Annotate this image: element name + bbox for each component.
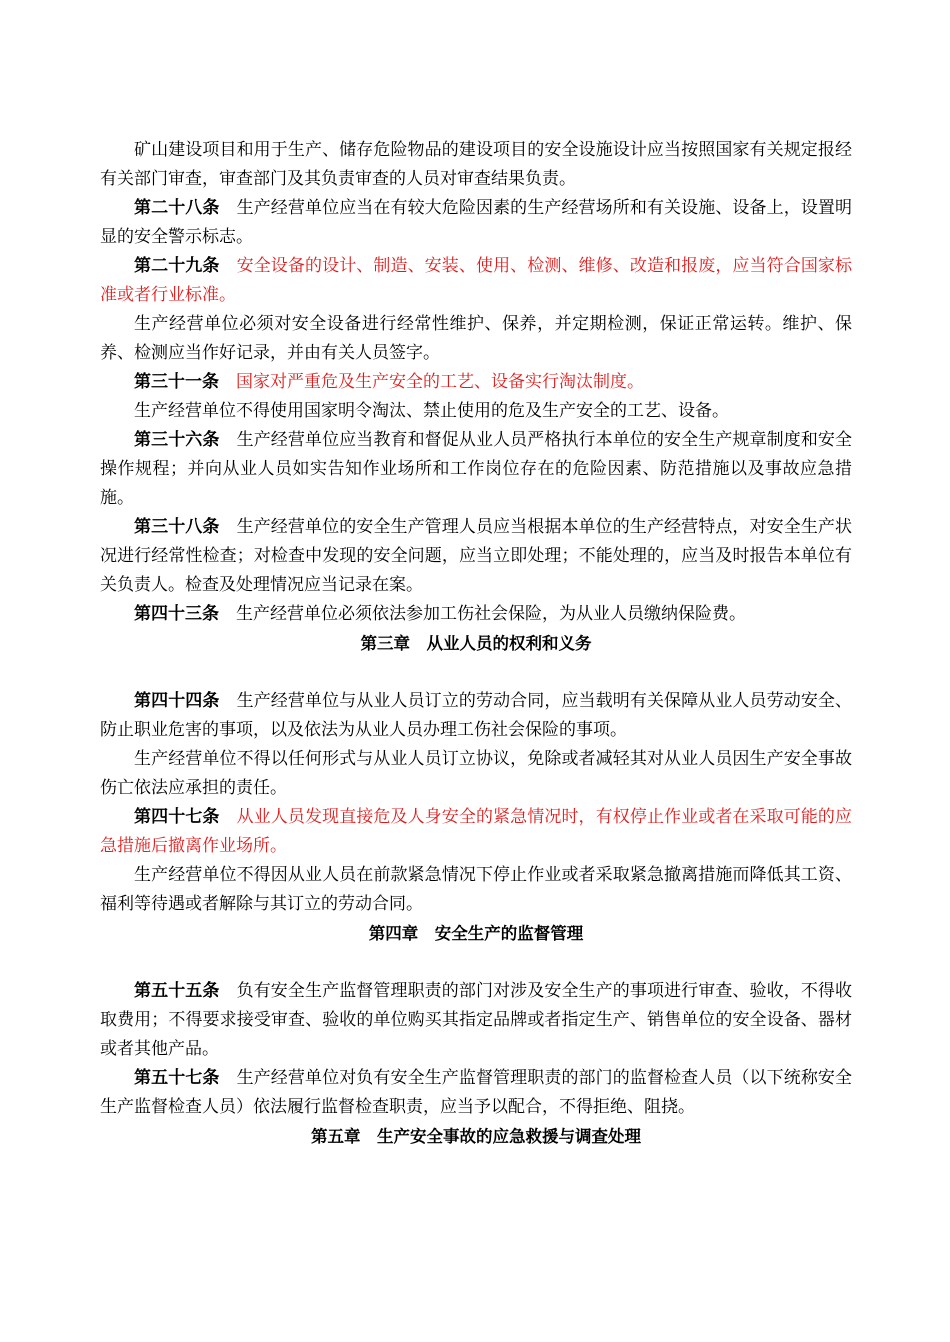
article-text: 生产经营单位应当在有较大危险因素的生产经营场所和有关设施、设备上，设置明显的安全警示标志。 [100, 198, 853, 247]
article-text: 矿山建设项目和用于生产、储存危险物品的建设项目的安全设施设计应当按照国家有关规定报经有关部门审查，审查部门及其负责审查的人员对审查结果负责。 [100, 140, 852, 189]
article-number: 第二十八条 [134, 198, 220, 218]
chapter-heading-3: 第三章 从业人员的权利和义务 [360, 634, 592, 653]
article-43 [100, 600, 852, 629]
article-number: 第三十一条 [134, 372, 219, 392]
chapter-heading-4: 第四章 安全生产的监督管理 [368, 924, 584, 943]
article-47 [100, 803, 852, 861]
article-number: 第三十八条 [134, 517, 220, 537]
article-number: 第五十五条 [134, 981, 220, 1001]
article-number: 第四十七条 [134, 807, 220, 827]
article-31 [100, 368, 852, 397]
article-text: 生产经营单位必须依法参加工伤社会保险，为从业人员缴纳保险费。 [236, 604, 746, 624]
article-text-highlighted: 国家对严重危及生产安全的工艺、设备实行淘汰制度。 [236, 372, 644, 392]
article-28 [100, 194, 852, 252]
paragraph [100, 745, 852, 803]
article-57 [100, 1064, 852, 1122]
spacer [100, 658, 852, 687]
chapter-heading-5: 第五章 生产安全事故的应急救援与调查处理 [311, 1127, 641, 1146]
article-text: 生产经营单位应当教育和督促从业人员严格执行本单位的安全生产规章制度和安全操作规程；并向从业人员如实告知作业场所和工作岗位存在的危险因素、防范措施以及事故应急措施。 [100, 430, 853, 508]
article-number: 第四十三条 [134, 604, 219, 624]
article-text: 生产经营单位必须对安全设备进行经常性维护、保养，并定期检测，保证正常运转。维护、保养、检测应当作好记录，并由有关人员签字。 [100, 314, 852, 363]
paragraph [100, 136, 852, 194]
paragraph [100, 397, 852, 426]
article-text: 生产经营单位不得以任何形式与从业人员订立协议，免除或者减轻其对从业人员因生产安全事故伤亡依法应承担的责任。 [100, 749, 852, 798]
article-38 [100, 513, 852, 600]
article-36 [100, 426, 852, 513]
article-number: 第四十四条 [134, 691, 220, 711]
article-number: 第二十九条 [134, 256, 220, 276]
article-55 [100, 977, 852, 1064]
article-text-highlighted: 从业人员发现直接危及人身安全的紧急情况时，有权停止作业或者在采取可能的应急措施后撤离作业场所。 [100, 807, 853, 856]
article-text: 生产经营单位不得使用国家明令淘汰、禁止使用的危及生产安全的工艺、设备。 [134, 401, 729, 421]
article-number: 第三十六条 [134, 430, 220, 450]
article-text: 生产经营单位对负有安全生产监督管理职责的部门的监督检查人员（以下统称安全生产监督检查人员）依法履行监督检查职责，应当予以配合，不得拒绝、阻挠。 [100, 1068, 853, 1117]
article-text: 负有安全生产监督管理职责的部门对涉及安全生产的事项进行审查、验收，不得收取费用；不得要求接受审查、验收的单位购买其指定品牌或者指定生产、销售单位的安全设备、器材或者其他产品。 [100, 981, 853, 1059]
article-number: 第五十七条 [134, 1068, 220, 1088]
article-44 [100, 687, 852, 745]
article-text-highlighted: 安全设备的设计、制造、安装、使用、检测、维修、改造和报废，应当符合国家标准或者行业标准。 [100, 256, 853, 305]
paragraph [100, 861, 852, 919]
article-text: 生产经营单位不得因从业人员在前款紧急情况下停止作业或者采取紧急撤离措施而降低其工资、福利等待遇或者解除与其订立的劳动合同。 [100, 865, 852, 914]
spacer [100, 948, 852, 977]
paragraph [100, 310, 852, 368]
article-29 [100, 252, 852, 310]
article-text: 生产经营单位的安全生产管理人员应当根据本单位的生产经营特点，对安全生产状况进行经常性检查；对检查中发现的安全问题，应当立即处理；不能处理的，应当及时报告本单位有关负责人。检查及处理情况应当记录在案。 [100, 517, 853, 595]
article-text: 生产经营单位与从业人员订立的劳动合同，应当载明有关保障从业人员劳动安全、防止职业危害的事项，以及依法为从业人员办理工伤社会保险的事项。 [100, 691, 853, 740]
document-page [100, 136, 852, 1151]
